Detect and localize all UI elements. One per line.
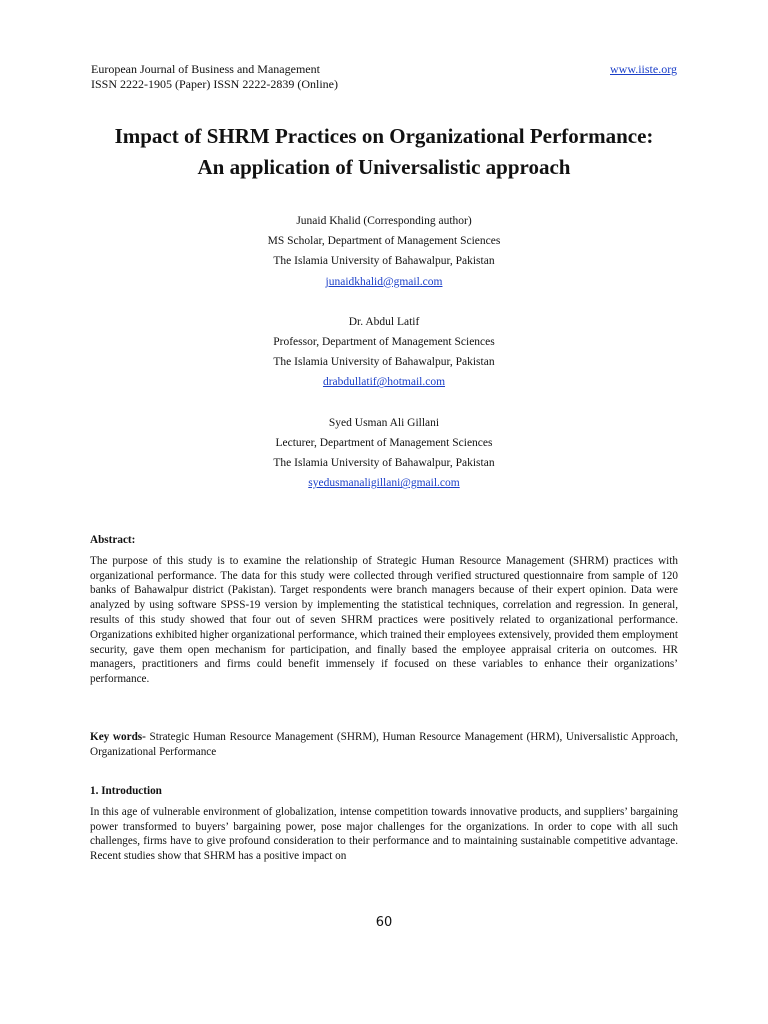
journal-issn: ISSN 2222-1905 (Paper) ISSN 2222-2839 (Online) xyxy=(91,77,338,91)
abstract-section xyxy=(90,533,678,687)
journal-header xyxy=(91,62,677,92)
author-affiliation: The Islamia University of Bahawalpur, Pakistan xyxy=(273,255,495,268)
author-affiliation: The Islamia University of Bahawalpur, Pakistan xyxy=(273,356,495,369)
author-block xyxy=(84,312,684,393)
paper-title-line-2: An application of Universalistic approach xyxy=(197,155,571,179)
author-email-link[interactable]: syedusmanaligillani@gmail.com xyxy=(308,477,460,490)
author-name: Dr. Abdul Latif xyxy=(348,315,420,328)
journal-name: European Journal of Business and Management xyxy=(91,62,320,76)
author-name: Syed Usman Ali Gillani xyxy=(328,416,440,429)
author-list xyxy=(84,211,684,513)
keywords-text: Strategic Human Resource Management (SHRM), Human Resource Management (HRM), Universalistic Approach, Organizational Performance xyxy=(90,731,679,758)
author-block xyxy=(84,413,684,494)
author-position: Lecturer, Department of Management Sciences xyxy=(275,436,493,449)
abstract-text: The purpose of this study is to examine the relationship of Strategic Human Resource Management (SHRM) practices with organizational performance. The data for this study were collected through verified structured questionnaire from sample of 120 banks of Bahawalpur district (Pakistan). Target respondents were branch managers because of their expert opinion. Data were analyzed by using software SPSS-19 version by implementing the statistical techniques, correlation and regression. In general, results of this study showed that four out of seven SHRM practices were positively related to organizational performance. Organizations exhibited higher organizational performance, which trained their employees extensively, provided them employment security, gave them open mechanism for participation, and finally based the employee appraisal criteria on outcomes. HR managers, practitioners and firms could benefit immensely if focused on these variables to enhance their organizations’ performance. xyxy=(90,554,678,686)
journal-website-link[interactable]: www.iiste.org xyxy=(610,62,677,76)
author-email-link[interactable]: junaidkhalid@gmail.com xyxy=(325,275,443,288)
author-name: Junaid Khalid (Corresponding author) xyxy=(296,215,472,227)
author-position: MS Scholar, Department of Management Sciences xyxy=(267,235,501,248)
keywords-section xyxy=(90,730,678,760)
author-block xyxy=(84,211,684,292)
paper-title-line-1: Impact of SHRM Practices on Organizational Performance: xyxy=(114,124,654,148)
author-affiliation: The Islamia University of Bahawalpur, Pakistan xyxy=(273,457,495,470)
keywords-label: Key words- xyxy=(90,731,146,743)
paper-title xyxy=(60,121,708,183)
abstract-heading: Abstract: xyxy=(90,534,136,546)
author-email-link[interactable]: drabdullatif@hotmail.com xyxy=(322,376,446,389)
page-number: 60 xyxy=(375,915,393,930)
author-position: Professor, Department of Management Sciences xyxy=(273,336,495,349)
introduction-heading: 1. Introduction xyxy=(90,785,162,797)
introduction-text: In this age of vulnerable environment of globalization, intense competition towards innovative products, and suppliers’ bargaining power transformed to buyers’ bargaining power, pose major challenges for the organizations. In order to cope with all such challenges, firms have to give profound consideration to their performance and to maintaining sustainable competitive advantage. Recent studies show that SHRM has a positive impact on xyxy=(90,805,678,863)
introduction-section xyxy=(90,784,678,864)
